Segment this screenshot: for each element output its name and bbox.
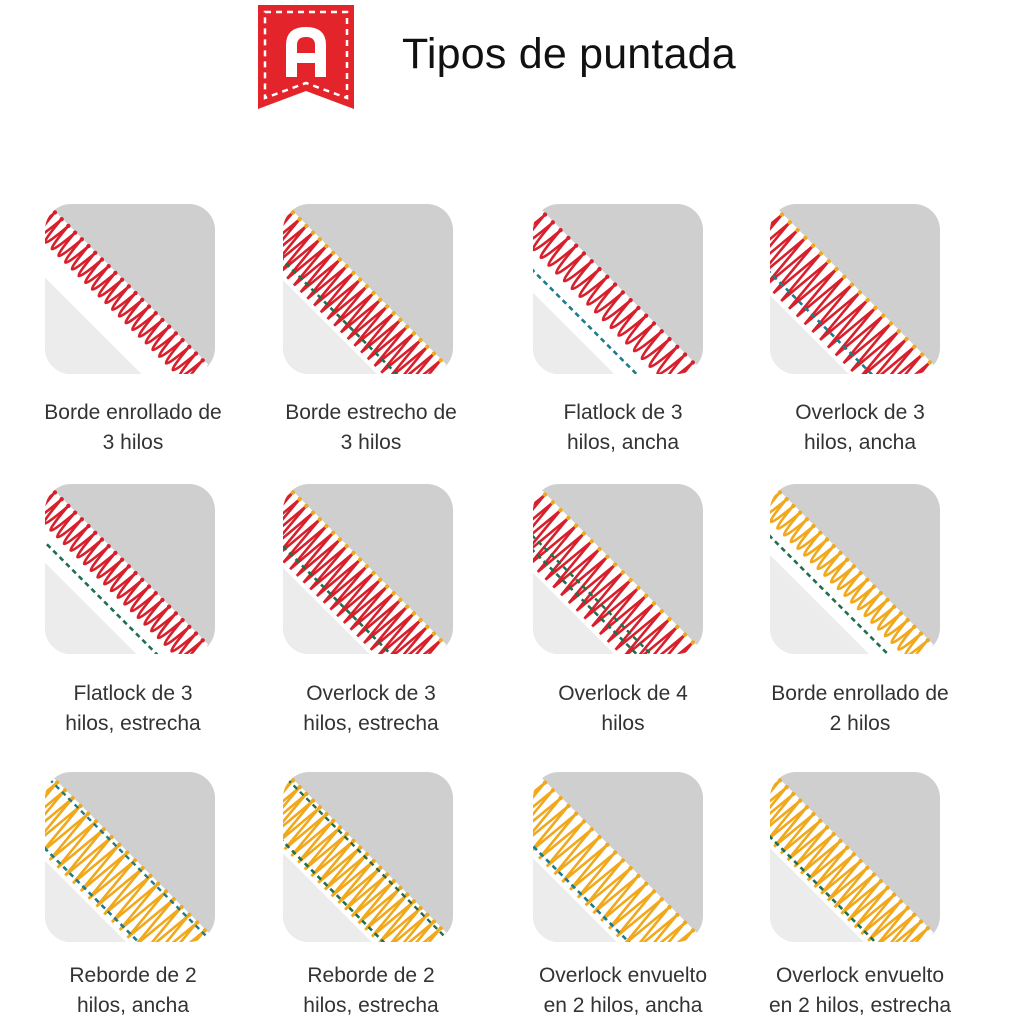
stitch-caption xyxy=(513,398,733,458)
stitch-caption xyxy=(23,398,243,458)
stitch-tile xyxy=(45,772,215,942)
stitch-illustration-icon xyxy=(533,484,703,654)
stitch-caption-line2: 2 hilos xyxy=(829,712,891,735)
stitch-caption-line1: Overlock de 4 xyxy=(558,682,688,705)
stitch-tile xyxy=(770,484,940,654)
stitch-caption-line2: hilos, estrecha xyxy=(65,712,201,735)
stitch-illustration-icon xyxy=(45,204,215,374)
stitch-tile xyxy=(283,484,453,654)
stitch-caption-line1: Borde enrollado de xyxy=(44,401,222,424)
stitch-illustration-icon xyxy=(770,484,940,654)
stitch-caption-line1: Reborde de 2 xyxy=(69,964,197,987)
stitch-caption-line2: hilos, estrecha xyxy=(303,994,439,1017)
stitch-illustration-icon xyxy=(770,772,940,942)
stitch-caption-line2: hilos, ancha xyxy=(803,431,917,454)
stitch-illustration-icon xyxy=(770,204,940,374)
stitch-caption-line1: Overlock de 3 xyxy=(306,682,436,705)
stitch-caption xyxy=(261,679,481,739)
stitch-caption xyxy=(23,961,243,1021)
stitch-tile xyxy=(770,772,940,942)
brand-logo xyxy=(256,3,356,111)
stitch-caption-line1: Overlock envuelto xyxy=(538,964,708,987)
stitch-caption-line1: Borde estrecho de xyxy=(285,401,457,424)
stitch-caption-line2: 3 hilos xyxy=(340,431,402,454)
stitch-caption xyxy=(750,679,970,739)
stitch-caption-line2: 3 hilos xyxy=(102,431,164,454)
stitch-caption-line2: hilos xyxy=(601,712,645,735)
stitch-caption xyxy=(261,398,481,458)
stitch-caption-line2: hilos, estrecha xyxy=(303,712,439,735)
stitch-caption xyxy=(750,398,970,458)
page-title: Tipos de puntada xyxy=(402,30,736,78)
stitch-illustration-icon xyxy=(45,772,215,942)
stitch-illustration-icon xyxy=(533,204,703,374)
stitch-caption-line2: hilos, ancha xyxy=(76,994,190,1017)
stitch-tile xyxy=(770,204,940,374)
stitch-tile xyxy=(45,484,215,654)
stitch-caption xyxy=(23,679,243,739)
stitch-illustration-icon xyxy=(45,484,215,654)
stitch-illustration-icon xyxy=(283,484,453,654)
stitch-illustration-icon xyxy=(283,772,453,942)
stitch-caption-line1: Reborde de 2 xyxy=(307,964,435,987)
stitch-caption-line1: Overlock de 3 xyxy=(795,401,925,424)
stitch-tile xyxy=(283,772,453,942)
badge-letter-a-icon xyxy=(256,3,356,111)
stitch-caption-line2: hilos, ancha xyxy=(566,431,680,454)
stitch-caption-line1: Borde enrollado de xyxy=(771,682,949,705)
stitch-tile xyxy=(45,204,215,374)
stitch-caption xyxy=(750,961,970,1021)
stitch-caption xyxy=(513,961,733,1021)
stitch-tile xyxy=(283,204,453,374)
stitch-caption-line2: en 2 hilos, estrecha xyxy=(768,994,952,1017)
stitch-tile xyxy=(533,772,703,942)
stitch-caption xyxy=(513,679,733,739)
stitch-tile xyxy=(533,204,703,374)
stitch-caption xyxy=(261,961,481,1021)
stitch-illustration-icon xyxy=(533,772,703,942)
stitch-illustration-icon xyxy=(283,204,453,374)
stitch-caption-line1: Flatlock de 3 xyxy=(73,682,193,705)
stitch-caption-line2: en 2 hilos, ancha xyxy=(543,994,703,1017)
stitch-caption-line1: Overlock envuelto xyxy=(775,964,945,987)
stitch-tile xyxy=(533,484,703,654)
stitch-caption-line1: Flatlock de 3 xyxy=(563,401,683,424)
